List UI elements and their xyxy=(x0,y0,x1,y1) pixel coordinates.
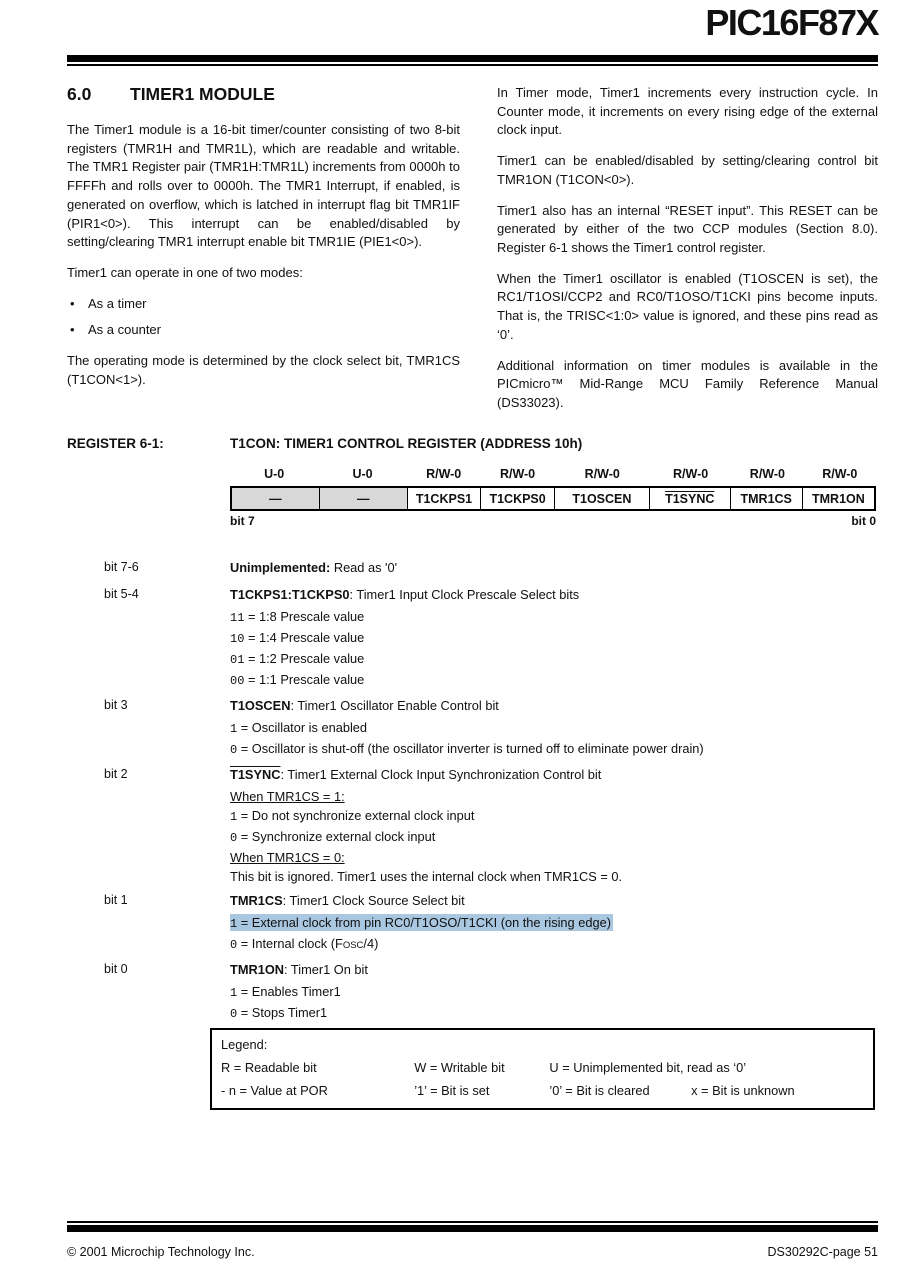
register-table xyxy=(230,467,876,528)
bit-text-line xyxy=(230,670,882,691)
bit-range-label: bit 0 xyxy=(104,962,128,976)
access-type-label: U-0 xyxy=(264,467,285,481)
legend-writable: W = Writable bit xyxy=(414,1060,505,1075)
text-segment: T1CKPS1:T1CKPS0 xyxy=(230,587,350,602)
text-segment: Unimplemented: xyxy=(230,560,331,575)
legend-title: Legend: xyxy=(221,1037,268,1052)
legend-unimplemented: U = Unimplemented bit, read as ‘0’ xyxy=(549,1060,747,1075)
bit-name: TMR1ON xyxy=(812,491,865,506)
register-bit-cell xyxy=(554,488,649,509)
bit-name: — xyxy=(269,491,282,506)
access-type-label: R/W-0 xyxy=(426,467,462,481)
access-type-label: R/W-0 xyxy=(673,467,709,481)
register-title: T1CON: TIMER1 CONTROL REGISTER (ADDRESS 10h) xyxy=(230,436,583,451)
bit-text-line xyxy=(230,718,882,739)
bit-range-label: bit 3 xyxy=(104,698,128,712)
bit-descriptions xyxy=(104,558,882,1029)
legend-row xyxy=(221,1056,865,1079)
bit-description-row xyxy=(104,585,882,691)
legend-title-row xyxy=(221,1033,865,1056)
bit-description-row xyxy=(104,558,882,580)
text-segment: 1 xyxy=(230,722,238,736)
bit-name: — xyxy=(357,491,370,506)
bit-description-row xyxy=(104,696,882,760)
bit-range-label: bit 2 xyxy=(104,767,128,781)
text-segment: : Timer1 External Clock Input Synchronization Control bit xyxy=(280,767,602,782)
text-segment: = Enables Timer1 xyxy=(237,984,341,999)
text-segment: /4) xyxy=(363,936,379,951)
bit-text-line xyxy=(230,585,882,604)
text-segment: = Synchronize external clock input xyxy=(237,829,436,844)
bit-text-line xyxy=(230,827,882,848)
register-bit-cell xyxy=(730,488,802,509)
bit-text-line xyxy=(230,806,882,827)
legend-readable: R = Readable bit xyxy=(221,1060,317,1075)
text-segment: 0 xyxy=(230,831,238,845)
legend-set: ’1’ = Bit is set xyxy=(414,1083,490,1098)
text-segment: This bit is ignored. Timer1 uses the internal clock when TMR1CS = 0. xyxy=(230,869,623,884)
bit-text-line xyxy=(230,739,882,760)
bit-text-line xyxy=(230,1003,882,1024)
text-segment: : Timer1 Clock Source Select bit xyxy=(282,893,465,908)
register-bit-cell xyxy=(232,488,319,509)
paragraph: Timer1 also has an internal “RESET input”. This RESET can be generated by either of the two CCP modules (Section 8.0). Register 6-1 shows the Timer1 control register. xyxy=(497,202,878,256)
text-segment: = Oscillator is shut-off (the oscillator inverter is turned off to eliminate power drain) xyxy=(237,741,704,756)
text-segment: 1 xyxy=(230,810,238,824)
access-type-label: R/W-0 xyxy=(584,467,620,481)
legend-cleared: ’0’ = Bit is cleared xyxy=(549,1083,650,1098)
register-number: REGISTER 6-1: xyxy=(67,436,164,451)
bullet-icon: • xyxy=(70,322,75,338)
bit0-label: bit 0 xyxy=(851,514,876,528)
access-type-label: R/W-0 xyxy=(822,467,858,481)
text-segment: = Do not synchronize external clock input xyxy=(237,808,475,823)
text-segment: = 1:8 Prescale value xyxy=(244,609,365,624)
text-segment: 0 xyxy=(230,1007,238,1021)
bit-text-line xyxy=(230,558,882,577)
text-segment: When TMR1CS = 0: xyxy=(230,850,345,865)
text-segment: 1 xyxy=(230,917,238,931)
bit-description-row xyxy=(104,891,882,955)
bit7-label: bit 7 xyxy=(230,514,255,528)
register-bit-cell xyxy=(319,488,407,509)
text-segment: 11 xyxy=(230,611,245,625)
text-segment: OSC xyxy=(342,940,364,951)
bit-description-content xyxy=(230,765,882,886)
footer-copyright: © 2001 Microchip Technology Inc. xyxy=(67,1245,255,1259)
text-segment: 0 xyxy=(230,743,238,757)
bit-text-line xyxy=(230,982,882,1003)
legend-box xyxy=(210,1028,875,1110)
text-segment: : Timer1 Input Clock Prescale Select bits xyxy=(349,587,580,602)
bit-text-line xyxy=(230,649,882,670)
bit-name: T1CKPS0 xyxy=(489,491,546,506)
text-segment: = 1:2 Prescale value xyxy=(244,651,365,666)
bit-text-line xyxy=(230,960,882,979)
text-segment: = Stops Timer1 xyxy=(237,1005,328,1020)
list-item xyxy=(67,321,460,340)
bit-text-line xyxy=(230,607,882,628)
list-item-text: As a timer xyxy=(88,295,147,311)
register-access-row xyxy=(230,467,876,481)
bit-name: T1CKPS1 xyxy=(415,491,473,506)
access-type-label: R/W-0 xyxy=(499,467,536,481)
footer-page-number: DS30292C-page 51 xyxy=(767,1245,878,1259)
access-type-label: R/W-0 xyxy=(749,467,785,481)
text-segment: 00 xyxy=(230,674,245,688)
bit-text-line xyxy=(230,696,882,715)
bit-range-label: bit 5-4 xyxy=(104,587,139,601)
register-bit-cell xyxy=(649,488,730,509)
highlighted-text xyxy=(230,914,613,931)
section-number: 6.0 xyxy=(67,84,92,104)
bit-text-line xyxy=(230,787,882,806)
legend-unknown: x = Bit is unknown xyxy=(691,1083,795,1098)
bit-range-label: bit 7-6 xyxy=(104,560,139,574)
text-segment: 10 xyxy=(230,632,245,646)
text-segment: : Timer1 On bit xyxy=(284,962,368,977)
text-segment: = 1:4 Prescale value xyxy=(244,630,365,645)
legend-row xyxy=(221,1079,865,1102)
bit-name: T1SYNC xyxy=(665,491,715,506)
bit-text-line xyxy=(230,765,882,784)
text-segment: T1OSCEN xyxy=(230,698,291,713)
access-type-label: U-0 xyxy=(352,467,373,481)
bit-description-row xyxy=(104,765,882,886)
paragraph: In Timer mode, Timer1 increments every instruction cycle. In Counter mode, it increments on every rising edge of the external clock input. xyxy=(497,85,878,138)
register-heading xyxy=(67,436,582,451)
bit-text-line xyxy=(230,848,882,867)
section-title: TIMER1 MODULE xyxy=(130,84,275,104)
bit-text-line xyxy=(230,934,882,955)
bit-description-content xyxy=(230,696,882,760)
register-bit-cell xyxy=(407,488,481,509)
page-title: PIC16F87X xyxy=(705,2,878,43)
header-rule xyxy=(67,55,878,66)
bit-text-line xyxy=(230,891,882,910)
text-segment: T1SYNC xyxy=(230,767,281,782)
paragraph: Timer1 can be enabled/disabled by setting/clearing control bit TMR1ON (T1CON<0>). xyxy=(497,153,878,187)
paragraph: Additional information on timer modules is available in the PICmicro™ Mid-Range MCU Family Reference Manual (DS33023). xyxy=(497,357,878,411)
register-bit-index-row xyxy=(230,514,876,528)
text-segment: TMR1CS xyxy=(230,893,283,908)
bit-description-row xyxy=(104,960,882,1024)
paragraph: The Timer1 module is a 16-bit timer/counter consisting of two 8-bit registers (TMR1H and TMR1L), which are readable and writable. The TMR1 Register pair (TMR1H:TMR1L) increments from 0000h to FFFFh and rolls over to 0000h. The TMR1 Interrupt, if enabled, is generated on overflow, which is latched in interrupt flag bit TMR1IF (PIR1<0>). This interrupt can be enabled/disabled by setting/clearing TMR1 interrupt enable bit TMR1IE (PIE1<0>). xyxy=(67,122,460,250)
bullet-icon: • xyxy=(70,295,75,311)
list-item xyxy=(67,295,460,314)
bit-text-line xyxy=(230,628,882,649)
register-bit-cell xyxy=(480,488,554,509)
text-segment: 01 xyxy=(230,653,245,667)
body-columns xyxy=(67,84,878,425)
bit-text-line xyxy=(230,913,882,934)
text-segment: Read as '0' xyxy=(330,560,398,575)
bit-name: TMR1CS xyxy=(740,491,792,506)
list-item-text: As a counter xyxy=(88,322,161,338)
left-column xyxy=(67,84,460,425)
bit-name: T1OSCEN xyxy=(572,491,632,506)
text-segment: When TMR1CS = 1: xyxy=(230,789,345,804)
text-segment: = Internal clock (F xyxy=(237,936,343,951)
text-segment: : Timer1 Oscillator Enable Control bit xyxy=(290,698,499,713)
legend-por: - n = Value at POR xyxy=(221,1083,328,1098)
paragraph: When the Timer1 oscillator is enabled (T1OSCEN is set), the RC1/T1OSI/CCP2 and RC0/T1OSO/T1CKI pins become inputs. That is, the TRISC<1:0> value is ignored, and these pins read as ‘0’. xyxy=(497,270,878,342)
register-bit-cell xyxy=(802,488,874,509)
bit-text-line xyxy=(230,867,882,886)
bit-description-content xyxy=(230,960,882,1024)
bit-range-label: bit 1 xyxy=(104,893,128,907)
paragraph: Timer1 can operate in one of two modes: xyxy=(67,265,303,281)
text-segment: 1 xyxy=(230,986,238,1000)
text-segment: = External clock from pin RC0/T1OSO/T1CKI (on the rising edge) xyxy=(237,915,611,930)
footer-rule xyxy=(67,1221,878,1232)
bit-description-content xyxy=(230,558,882,580)
footer xyxy=(67,1245,878,1259)
right-column xyxy=(497,84,878,425)
paragraph: The operating mode is determined by the clock select bit, TMR1CS (T1CON<1>). xyxy=(67,353,460,387)
text-segment: = 1:1 Prescale value xyxy=(244,672,365,687)
register-bit-row xyxy=(230,486,876,511)
bit-description-content xyxy=(230,891,882,955)
text-segment: 0 xyxy=(230,938,238,952)
text-segment: = Oscillator is enabled xyxy=(237,720,368,735)
bit-description-content xyxy=(230,585,882,691)
text-segment: TMR1ON xyxy=(230,962,285,977)
section-heading xyxy=(67,84,460,105)
